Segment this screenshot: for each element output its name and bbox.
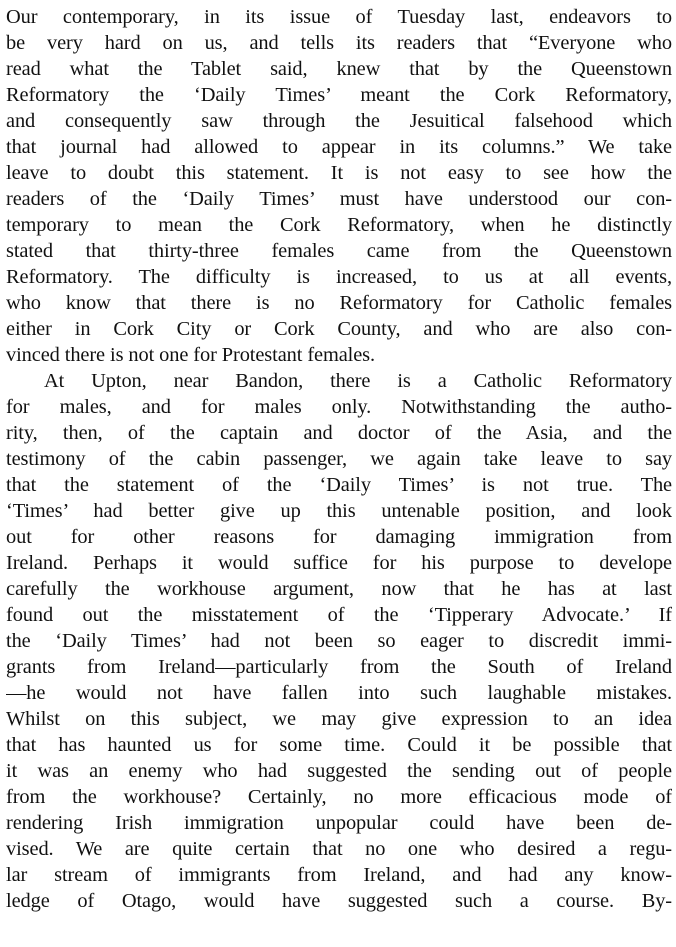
text-line: out for other reasons for damaging immigration from — [6, 526, 672, 548]
text-line: Reformatory. The difficulty is increased, to us at all events, — [6, 266, 672, 288]
text-line: lar stream of immigrants from Ireland, and had any know- — [6, 864, 672, 886]
text-line: stated that thirty-three females came from the Queenstown — [6, 240, 672, 262]
text-line: Reformatory the ‘Daily Times’ meant the Cork Reformatory, — [6, 84, 672, 106]
paragraph-1 — [6, 4, 672, 368]
text-line: for males, and for males only. Notwithstanding the autho- — [6, 396, 672, 418]
text-line: readers of the ‘Daily Times’ must have understood our con- — [6, 188, 672, 210]
text-line: the ‘Daily Times’ had not been so eager to discredit immi- — [6, 630, 672, 652]
text-line: who know that there is no Reformatory for Catholic females — [6, 292, 672, 314]
text-line: either in Cork City or Cork County, and who are also con- — [6, 318, 672, 340]
text-line: rity, then, of the captain and doctor of the Asia, and the — [6, 422, 672, 444]
article-column — [6, 4, 672, 914]
text-line: vised. We are quite certain that no one who desired a regu- — [6, 838, 672, 860]
text-line: it was an enemy who had suggested the sending out of people — [6, 760, 672, 782]
text-line: rendering Irish immigration unpopular could have been de- — [6, 812, 672, 834]
text-line: testimony of the cabin passenger, we again take leave to say — [6, 448, 672, 470]
text-line: and consequently saw through the Jesuitical falsehood which — [6, 110, 672, 132]
text-line: from the workhouse? Certainly, no more efficacious mode of — [6, 786, 672, 808]
text-line: Whilst on this subject, we may give expression to an idea — [6, 708, 672, 730]
text-line: read what the Tablet said, knew that by the Queenstown — [6, 58, 672, 80]
text-line: be very hard on us, and tells its readers that “Everyone who — [6, 32, 672, 54]
text-line: Our contemporary, in its issue of Tuesday last, endeavors to — [6, 6, 672, 28]
text-line: that has haunted us for some time. Could it be possible that — [6, 734, 672, 756]
text-line: Ireland. Perhaps it would suffice for his purpose to develope — [6, 552, 672, 574]
text-line: ledge of Otago, would have suggested such a course. By- — [6, 890, 672, 912]
text-line: that journal had allowed to appear in its columns.” We take — [6, 136, 672, 158]
text-line: leave to doubt this statement. It is not easy to see how the — [6, 162, 672, 184]
text-line: found out the misstatement of the ‘Tipperary Advocate.’ If — [6, 604, 672, 626]
text-line: —he would not have fallen into such laughable mistakes. — [6, 682, 672, 704]
text-line: carefully the workhouse argument, now that he has at last — [6, 578, 672, 600]
text-line: grants from Ireland—particularly from the South of Ireland — [6, 656, 672, 678]
text-line: vinced there is not one for Protestant females. — [6, 344, 376, 366]
paragraph-2 — [6, 368, 672, 914]
text-line: ‘Times’ had better give up this untenable position, and look — [6, 500, 672, 522]
text-line: temporary to mean the Cork Reformatory, when he distinctly — [6, 214, 672, 236]
text-line: At Upton, near Bandon, there is a Catholic Reformatory — [44, 370, 672, 392]
text-line: that the statement of the ‘Daily Times’ is not true. The — [6, 474, 672, 496]
